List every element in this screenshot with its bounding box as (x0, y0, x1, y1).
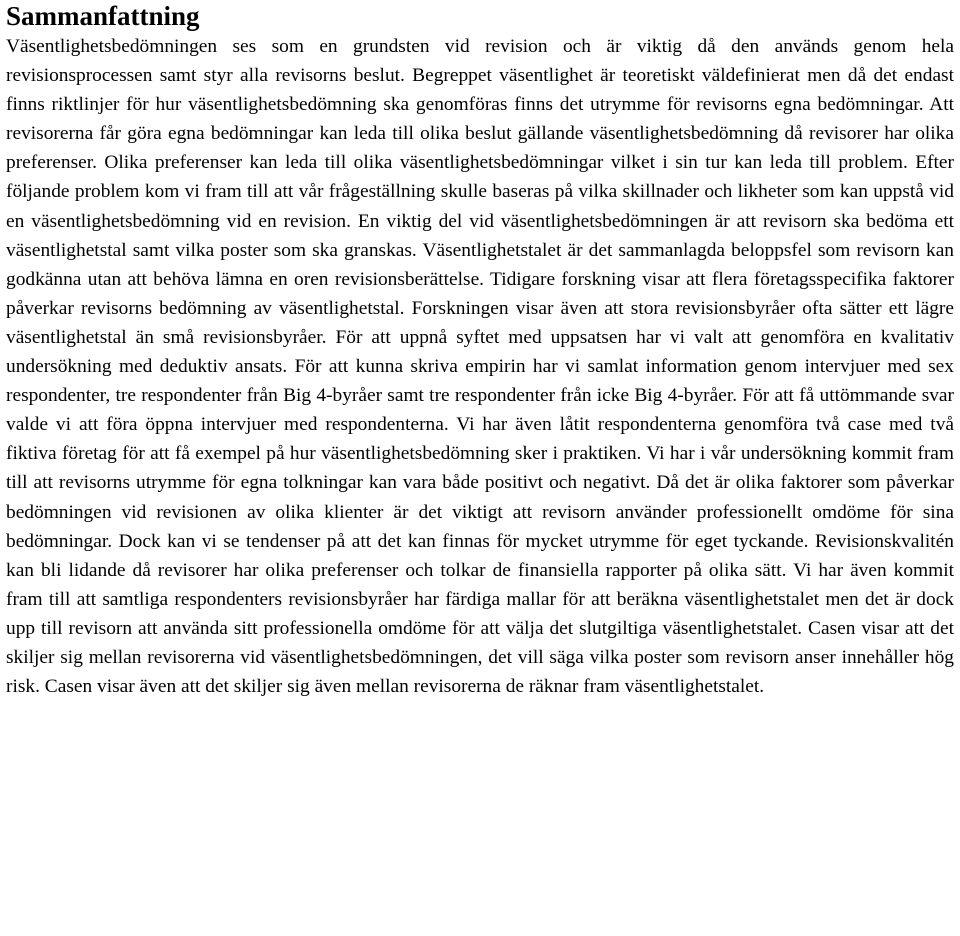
summary-paragraph: Väsentlighetsbedömningen ses som en grundsten vid revision och är viktig då den används genom hela revisionsprocessen samt styr alla revisorns beslut. Begreppet väsentlighet är teoretiskt väldefinierat men då det endast finns riktlinjer för hur väsentlighetsbedömning ska genomföras finns det utrymme för revisorns egna bedömningar. Att revisorerna får göra egna bedömningar kan leda till olika beslut gällande väsentlighetsbedömning då revisorer har olika preferenser. Olika preferenser kan leda till olika väsentlighetsbedömningar vilket i sin tur kan leda till problem. Efter följande problem kom vi fram till att vår frågeställning skulle baseras på vilka skillnader och likheter som kan uppstå vid en väsentlighetsbedömning vid en revision. En viktig del vid väsentlighetsbedömningen är att revisorn ska bedöma ett väsentlighetstal samt vilka poster som ska granskas. Väsentlighetstalet är det sammanlagda beloppsfel som revisorn kan godkänna utan att behöva lämna en oren revisionsberättelse. Tidigare forskning visar att flera företagsspecifika faktorer påverkar revisorns bedömning av väsentlighetstal. Forskningen visar även att stora revisionsbyråer ofta sätter ett lägre väsentlighetstal än små revisionsbyråer. För att uppnå syftet med uppsatsen har vi valt att genomföra en kvalitativ undersökning med deduktiv ansats. För att kunna skriva empirin har vi samlat information genom intervjuer med sex respondenter, tre respondenter från Big 4-byråer samt tre respondenter från icke Big 4-byråer. För att få uttömmande svar valde vi att föra öppna intervjuer med respondenterna. Vi har även låtit respondenterna genomföra två case med två fiktiva företag för att få exempel på hur väsentlighetsbedömning sker i praktiken. Vi har i vår undersökning kommit fram till att revisorns utrymme för egna tolkningar kan vara både positivt och negativt. Då det är olika faktorer som påverkar bedömningen vid revisionen av olika klienter är det viktigt att revisorn använder professionellt omdöme för sina bedömningar. Dock kan vi se tendenser på att det kan finnas för mycket utrymme för eget tyckande. Revisionskvalitén kan bli lidande då revisorer har olika preferenser och tolkar de finansiella rapporter på olika sätt. Vi har även kommit fram till att samtliga respondenters revisionsbyråer har färdiga mallar för att beräkna väsentlighetstalet men det är dock upp till revisorn att använda sitt professionella omdöme för att välja det slutgiltiga väsentlighetstalet. Casen visar att det skiljer sig mellan revisorerna vid väsentlighetsbedömningen, det vill säga vilka poster som revisorn anser innehåller hög risk. Casen visar även att det skiljer sig även mellan revisorerna de räknar fram väsentlighetstalet. (6, 36, 954, 698)
section-heading: Sammanfattning (6, 1, 200, 31)
